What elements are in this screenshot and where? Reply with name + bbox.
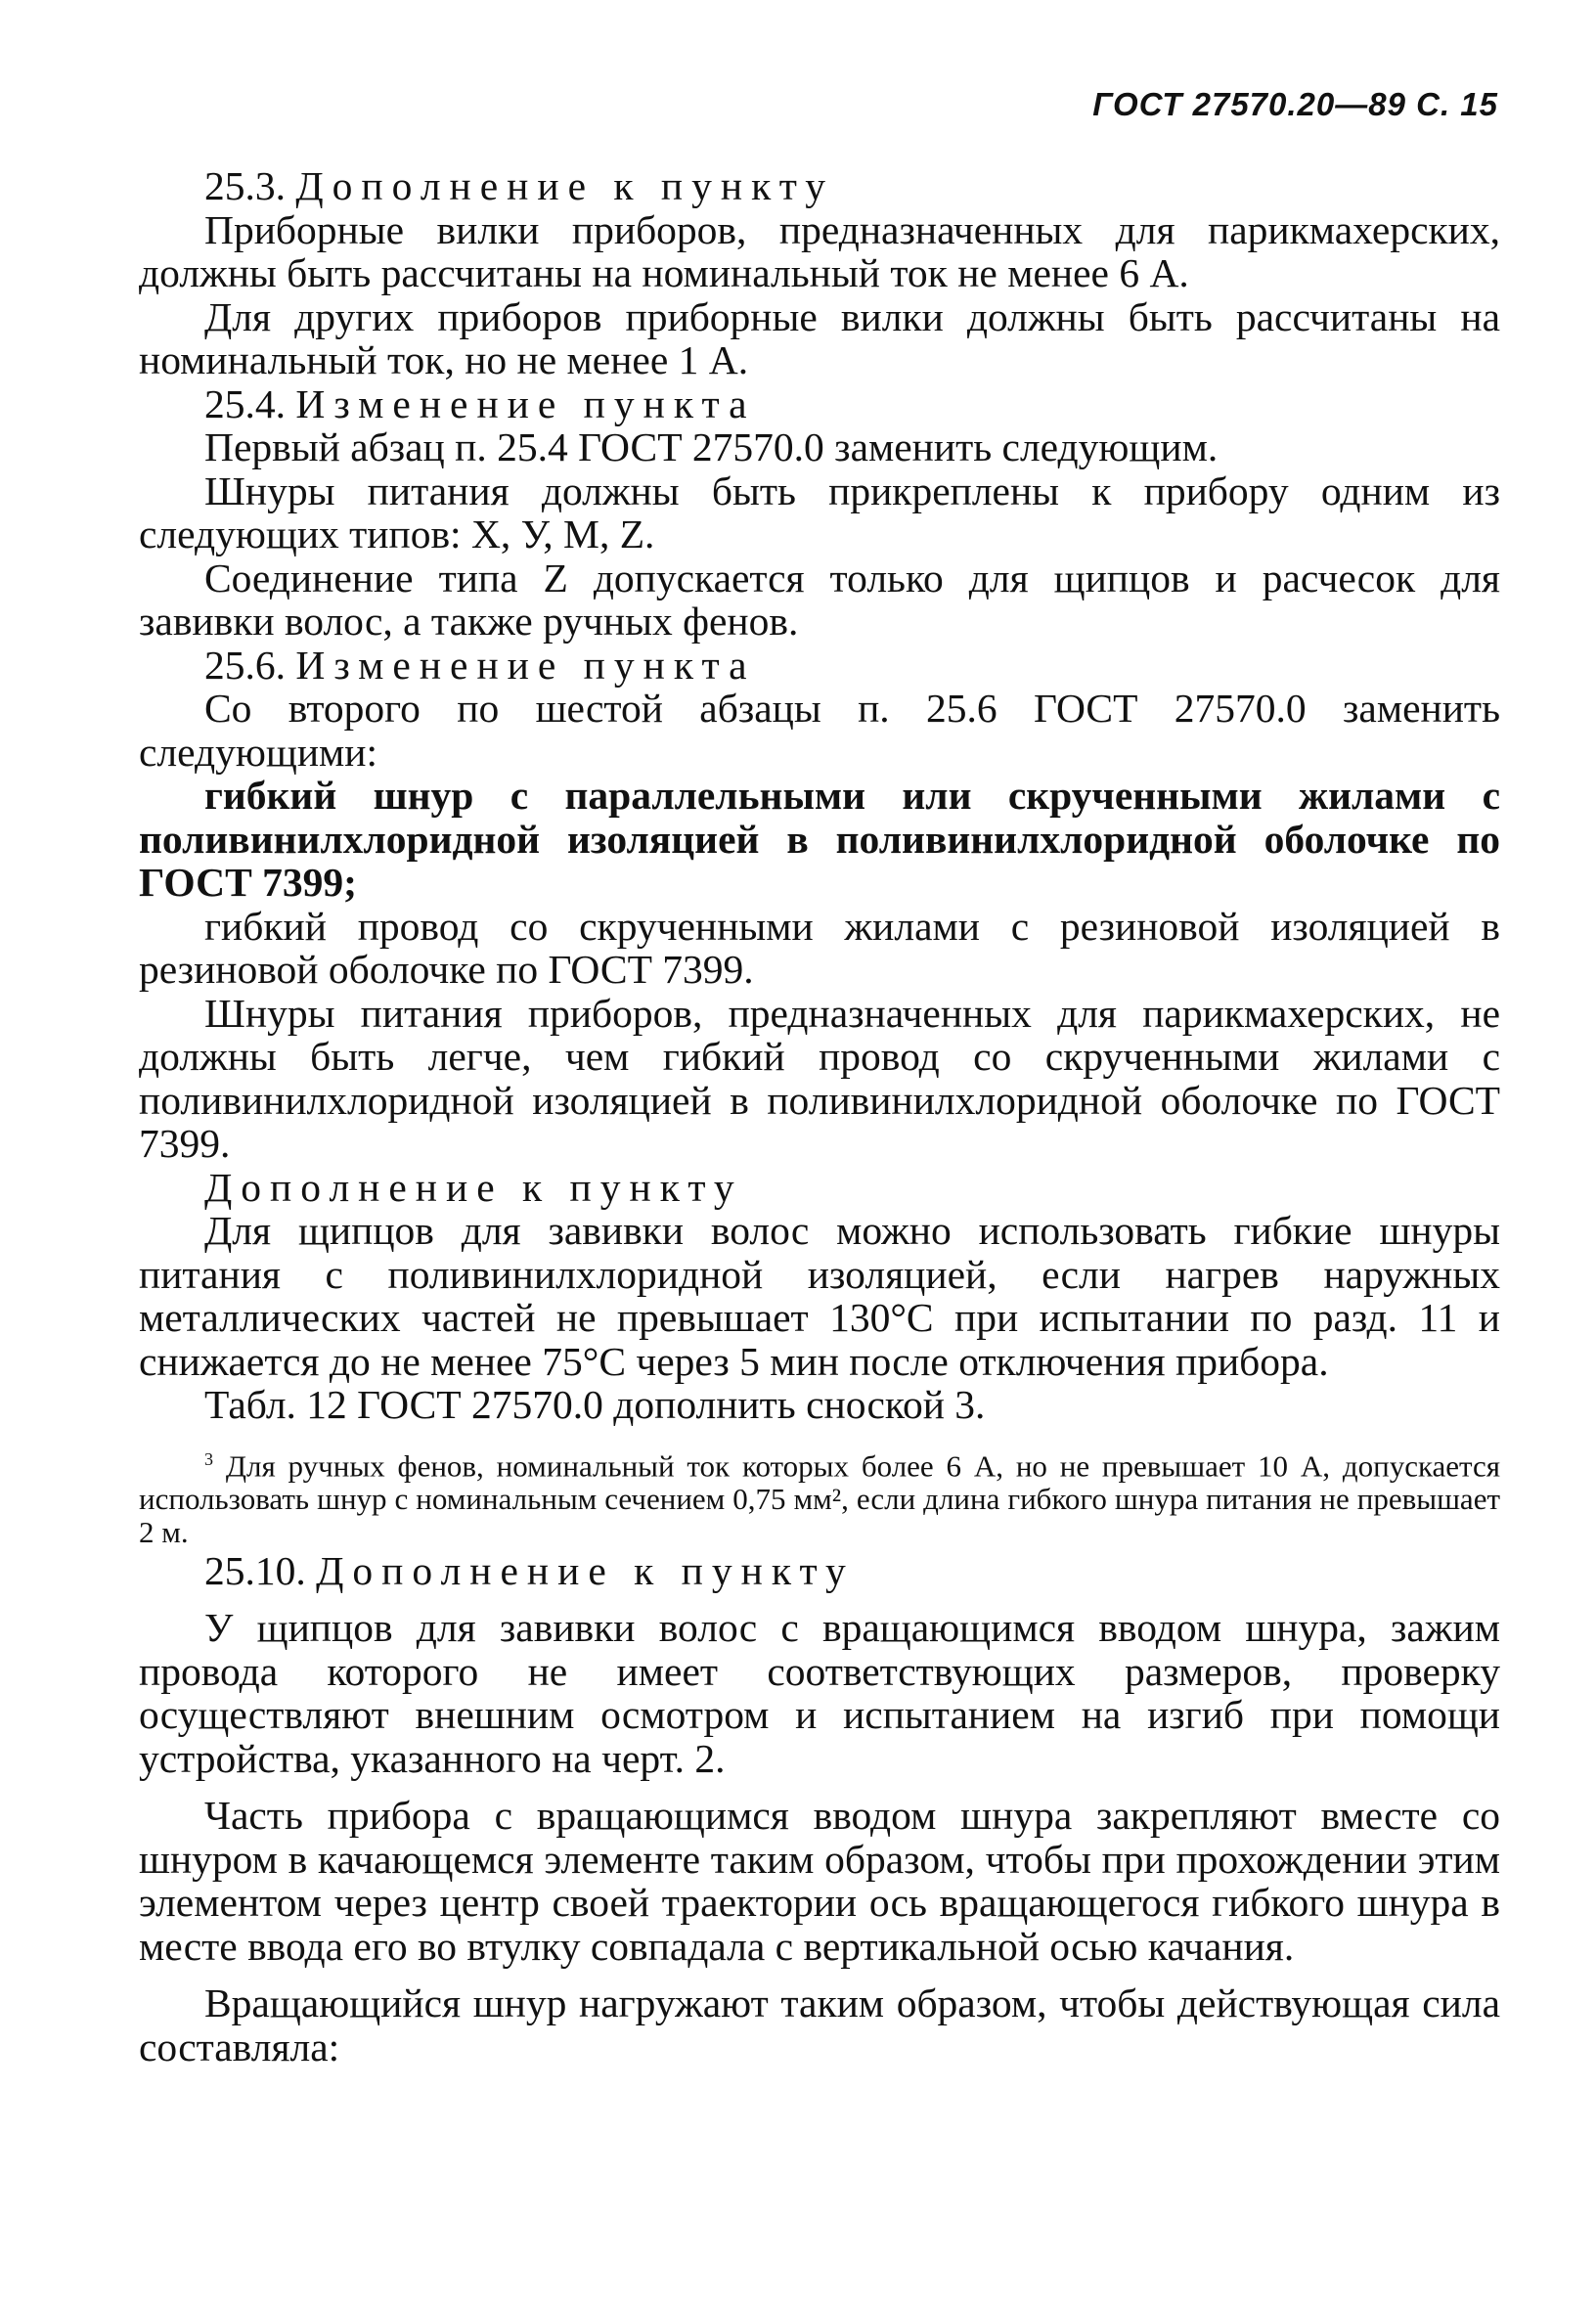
section-heading [139, 1166, 1500, 1210]
paragraph: Вращающийся шнур нагружают таким образом, чтобы действующая сила составляла: [139, 1980, 1500, 2069]
section-heading [139, 164, 1500, 208]
document-body [139, 164, 1500, 2068]
paragraph: Шнуры питания приборов, предназначенных для парикмахерских, не должны быть легче, чем гибкий провод со скрученными жилами с поливинилхлоридной изоляцией в поливинилхлоридной оболочке по ГОСТ 7399. [139, 990, 1500, 1166]
paragraph: Шнуры питания должны быть прикреплены к прибору одним из следующих типов: X, У, М, Z. [139, 467, 1500, 556]
paragraph: Часть прибора с вращающимся вводом шнура закрепляют вместе со шнуром в качающемся элементе таким образом, чтобы при прохождении этим элементом через центр своей траектории ось вращающегося гибкого шнура в месте ввода его во втулку совпадала с вертикальной осью качания. [139, 1793, 1500, 1969]
paragraph: Табл. 12 ГОСТ 27570.0 дополнить сноской 3. [204, 1382, 986, 1427]
section-title: Изменение пункта [295, 380, 756, 426]
footnote [139, 1443, 1500, 1549]
paragraph: Для других приборов приборные вилки должны быть рассчитаны на номинальный ток, но не менее 1 А. [139, 293, 1500, 382]
section-title: Дополнение к пункту [316, 1547, 855, 1593]
section-heading [139, 1549, 1500, 1593]
paragraph: гибкий шнур с параллельными или скрученными жилами с поливинилхлоридной изоляцией в поливинилхлоридной оболочке по ГОСТ 7399; [139, 773, 1500, 905]
section-title: Дополнение к пункту [295, 163, 835, 208]
section-heading [139, 644, 1500, 688]
section-number: 25.3. [204, 163, 286, 208]
paragraph: У щипцов для завивки волос с вращающимся вводом шнура, зажим провода которого не имеет соответствующих размеров, проверку осуществляют внешним осмотром и испытанием на изгиб при помощи устройства, указанного на черт. 2. [139, 1605, 1500, 1781]
section-title: Изменение пункта [295, 642, 756, 688]
paragraph: Со второго по шестой абзацы п. 25.6 ГОСТ 27570.0 заменить следующими: [139, 686, 1500, 775]
page-header: ГОСТ 27570.20—89 С. 15 [1092, 86, 1498, 122]
section-number: 25.6. [204, 642, 286, 688]
section-number: 25.4. [204, 380, 286, 426]
footnote-text: Для ручных фенов, номинальный ток которых более 6 А, но не превышает 10 А, допускается использовать шнур с номинальным сечением 0,75 мм², если длина гибкого шнура питания не превышает 2 м. [139, 1447, 1501, 1549]
paragraph: Соединение типа Z допускается только для щипцов и расчесок для завивки волос, а также ручных фенов. [139, 555, 1500, 644]
section-heading [139, 382, 1500, 426]
footnote-mark: 3 [204, 1448, 213, 1469]
paragraph: Приборные вилки приборов, предназначенных для парикмахерских, должны быть рассчитаны на номинальный ток не менее 6 А. [139, 206, 1500, 295]
section-number: 25.10. [204, 1547, 306, 1593]
paragraph: гибкий провод со скрученными жилами с резиновой изоляцией в резиновой оболочке по ГОСТ 7399. [139, 903, 1500, 992]
section-title: Дополнение к пункту [204, 1164, 743, 1210]
paragraph: Для щипцов для завивки волос можно использовать гибкие шнуры питания с поливинилхлоридной изоляцией, если нагрев наружных металлических частей не превышает 130°С при испытании по разд. 11 и снижается до не менее 75°С через 5 мин после отключения прибора. [139, 1208, 1500, 1384]
paragraph: Первый абзац п. 25.4 ГОСТ 27570.0 заменить следующим. [204, 424, 1219, 469]
